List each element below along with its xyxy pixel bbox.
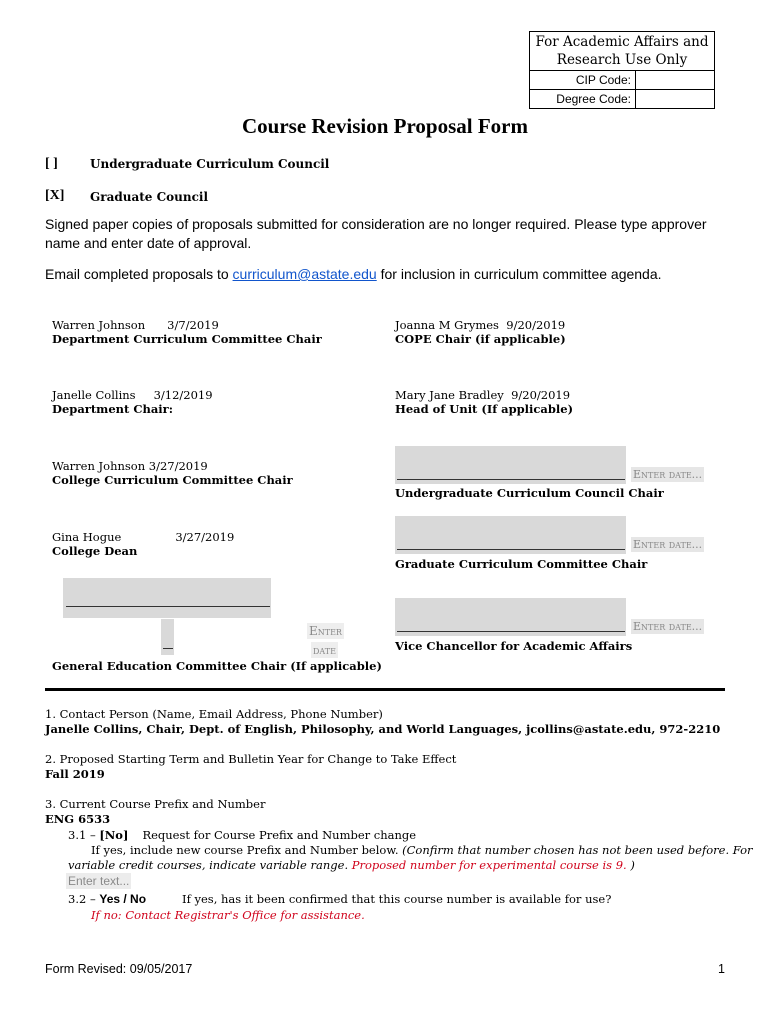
q3-2-row: [68, 892, 611, 906]
sig-head-unit-role: Head of Unit (If applicable): [395, 402, 574, 416]
q3-2-text: If yes, has it been confirmed that this course number is available for use?: [182, 892, 612, 906]
q3-1-mark[interactable]: [No]: [99, 828, 129, 842]
q3-2-mark[interactable]: Yes / No: [99, 892, 147, 906]
gcc-signature-line: [397, 549, 625, 550]
sig-cope: [395, 318, 566, 346]
ucc-signature-line: [397, 479, 625, 480]
ucc-enter-date[interactable]: Enter date...: [633, 468, 703, 481]
gcc-enter-date[interactable]: Enter date...: [633, 538, 703, 551]
sig-college-dean-date[interactable]: 3/27/2019: [175, 530, 235, 544]
q3-1-detail-red: Proposed number for experimental course is 9.: [351, 858, 627, 872]
cip-code-row: [530, 71, 714, 90]
office-use-heading: For Academic Affairs and Research Use Only: [530, 32, 714, 71]
email-instructions: [45, 265, 725, 284]
ucc-checkbox[interactable]: [ ]: [45, 156, 58, 171]
gen-ed-signature-line-continued: [163, 648, 173, 649]
q3-1-detail-end: ): [630, 858, 635, 872]
sig-vc-role: Vice Chancellor for Academic Affairs: [395, 639, 633, 653]
signed-instructions: Signed paper copies of proposals submitted for consideration are no longer required. Please type approver name and enter date of approval.: [45, 216, 707, 251]
q3-1-detail-3: variable credit courses, indicate variable range.: [68, 858, 349, 872]
sig-ucc-role: Undergraduate Curriculum Council Chair: [395, 486, 664, 500]
q3-2-note: If no: Contact Registrar's Office for assistance.: [91, 908, 365, 922]
gen-ed-enter-date-2[interactable]: date: [313, 643, 336, 657]
sig-cope-role: COPE Chair (if applicable): [395, 332, 566, 346]
q3-1-detail-2: (Confirm that number chosen has not been used before. For: [402, 843, 753, 857]
degree-code-label: Degree Code:: [530, 90, 636, 108]
page-number: 1: [718, 962, 725, 976]
q3-1-detail-line2: [68, 858, 635, 872]
gen-ed-signature-field-continued[interactable]: [161, 619, 174, 655]
q2-answer[interactable]: Fall 2019: [45, 767, 105, 781]
q3-1-detail-line1: [91, 843, 753, 857]
q3-1-detail-1: If yes, include new course Prefix and Number below.: [91, 843, 399, 857]
vc-signature-line: [397, 631, 625, 632]
sig-college-dean: [52, 530, 234, 558]
office-use-box: [529, 31, 715, 109]
vc-enter-date[interactable]: Enter date...: [633, 620, 703, 633]
cip-code-field[interactable]: [636, 71, 714, 89]
sig-gcc-role: Graduate Curriculum Committee Chair: [395, 557, 648, 571]
sig-college-dean-name[interactable]: Gina Hogue: [52, 530, 122, 544]
sig-college-curriculum: [52, 459, 293, 487]
email-suffix: for inclusion in curriculum committee agenda.: [376, 266, 662, 282]
gen-ed-enter-date-1[interactable]: Enter: [309, 624, 342, 638]
q3-1-row: [68, 828, 416, 842]
degree-code-row: [530, 90, 714, 108]
sig-dept-chair-name[interactable]: Janelle Collins: [52, 388, 136, 402]
form-title: Course Revision Proposal Form: [241, 114, 528, 138]
sig-gen-ed-role: General Education Committee Chair (If applicable): [52, 659, 382, 673]
q3-1-text: Request for Course Prefix and Number change: [142, 828, 417, 842]
sig-dept-chair: [52, 388, 213, 416]
q3-enter-text-field[interactable]: Enter text...: [68, 874, 130, 888]
q2-label: 2. Proposed Starting Term and Bulletin Year for Change to Take Effect: [45, 752, 457, 766]
gen-ed-signature-field[interactable]: [63, 578, 271, 618]
sig-head-unit-name[interactable]: Mary Jane Bradley: [395, 388, 504, 402]
section-divider: [45, 688, 725, 691]
email-link[interactable]: curriculum@astate.edu: [232, 266, 377, 282]
cip-code-label: CIP Code:: [530, 71, 636, 89]
ucc-label: Undergraduate Curriculum Council: [90, 157, 330, 171]
degree-code-field[interactable]: [636, 90, 714, 108]
sig-dept-curriculum-role: Department Curriculum Committee Chair: [52, 332, 322, 346]
sig-dept-curriculum-date[interactable]: 3/7/2019: [167, 318, 219, 332]
sig-cope-name[interactable]: Joanna M Grymes: [395, 318, 499, 332]
sig-dept-chair-role: Department Chair:: [52, 402, 173, 416]
q3-label: 3. Current Course Prefix and Number: [45, 797, 266, 811]
email-prefix: Email completed proposals to: [45, 266, 233, 282]
q1-label: 1. Contact Person (Name, Email Address, Phone Number): [45, 707, 383, 721]
sig-college-dean-role: College Dean: [52, 544, 138, 558]
grad-council-checkbox[interactable]: [X]: [45, 188, 65, 203]
gen-ed-signature-line: [66, 606, 270, 607]
q3-answer[interactable]: ENG 6533: [45, 812, 111, 826]
form-revised-date: Form Revised: 09/05/2017: [45, 962, 193, 976]
q3-1-prefix: 3.1 –: [68, 828, 100, 842]
q3-2-prefix: 3.2 –: [68, 892, 100, 906]
q1-answer[interactable]: Janelle Collins, Chair, Dept. of English, Philosophy, and World Languages, jcollins@astate.edu, 972-2210: [45, 722, 721, 736]
sig-college-curriculum-date[interactable]: 3/27/2019: [148, 459, 208, 473]
sig-dept-chair-date[interactable]: 3/12/2019: [153, 388, 213, 402]
sig-head-unit-date[interactable]: 9/20/2019: [511, 388, 571, 402]
sig-head-unit: [395, 388, 573, 416]
sig-college-curriculum-role: College Curriculum Committee Chair: [52, 473, 293, 487]
sig-dept-curriculum-name[interactable]: Warren Johnson: [52, 318, 146, 332]
sig-cope-date[interactable]: 9/20/2019: [506, 318, 566, 332]
grad-council-label: Graduate Council: [90, 190, 209, 204]
sig-dept-curriculum: [52, 318, 322, 346]
sig-college-curriculum-name[interactable]: Warren Johnson: [52, 459, 146, 473]
